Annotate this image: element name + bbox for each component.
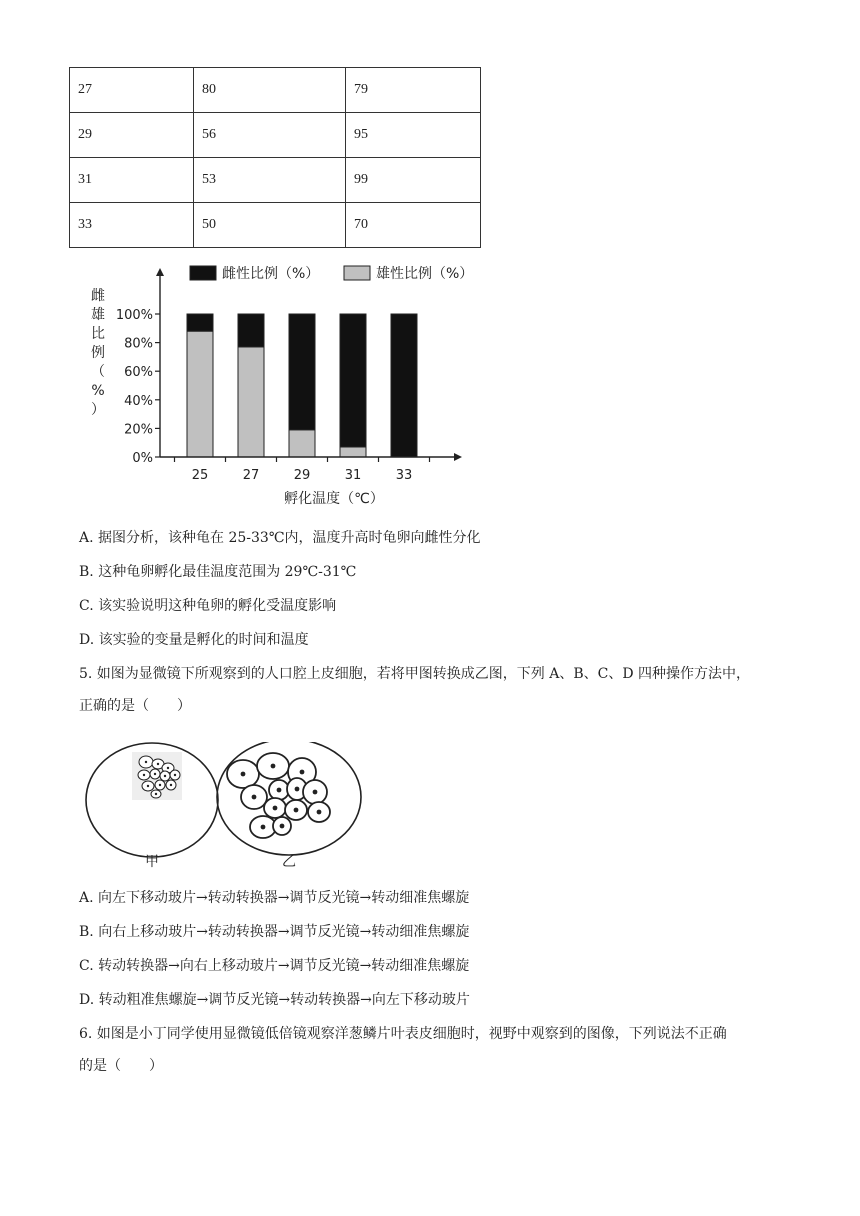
x-tick-label: 25	[191, 468, 209, 483]
x-axis-ticks	[175, 457, 430, 483]
y-axis-label-char: 例	[91, 345, 105, 361]
legend-label: 雌性比例（%）	[222, 266, 320, 282]
large-cell-nucleus	[317, 810, 322, 815]
table-cell: 29	[70, 113, 194, 158]
microscope-figure	[80, 742, 400, 872]
legend-swatch	[190, 266, 216, 280]
q5-option-c: C. 转动转换器→向右上移动玻片→调节反光镜→转动细准焦螺旋	[79, 958, 470, 974]
table-cell: 56	[194, 113, 346, 158]
bar-male	[289, 430, 315, 457]
bar-female	[340, 314, 366, 447]
large-cell-nucleus	[313, 790, 318, 795]
small-cell-nucleus	[147, 785, 149, 787]
y-tick-label: 60%	[124, 365, 153, 381]
q5-stem-line2: 正确的是（ ）	[79, 698, 191, 714]
y-tick-label: 0%	[132, 451, 153, 466]
y-axis-label-char: 比	[91, 326, 105, 342]
large-cell-nucleus	[295, 787, 300, 792]
q4-option-b: B. 这种龟卵孵化最佳温度范围为 29℃-31℃	[79, 564, 357, 580]
large-cell-nucleus	[280, 824, 285, 829]
small-cell-nucleus	[174, 774, 176, 776]
q6-stem-line2: 的是（ ）	[79, 1058, 163, 1074]
q5-stem-line1: 5. 如图为显微镜下所观察到的人口腔上皮细胞，若将甲图转换成乙图，下列 A、B、C、D 四种操作方法中，	[79, 666, 751, 682]
table-cell: 79	[346, 68, 481, 113]
cells-small-cluster	[132, 752, 182, 800]
q5-option-a: A. 向左下移动玻片→转动转换器→调节反光镜→转动细准焦螺旋	[79, 890, 470, 906]
x-tick-label: 31	[344, 468, 362, 483]
cells-large-cluster	[227, 753, 330, 838]
y-axis-label-char: 雄	[91, 307, 105, 323]
sex-ratio-chart	[80, 258, 480, 510]
y-tick-label: 40%	[124, 393, 153, 409]
large-cell-nucleus	[261, 825, 266, 830]
bar-female	[391, 314, 417, 457]
y-axis-label	[91, 288, 105, 418]
chart-bars	[187, 314, 417, 457]
q4-option-d: D. 该实验的变量是孵化的时间和温度	[79, 632, 309, 648]
bar-female	[187, 314, 213, 331]
figure-label-jia: 甲	[145, 854, 159, 870]
q6-stem-line1: 6. 如图是小丁同学使用显微镜低倍镜观察洋葱鳞片叶表皮细胞时，视野中观察到的图像，下列说法不正确	[79, 1026, 727, 1042]
y-tick-label: 100%	[115, 308, 153, 323]
x-axis-label: 孵化温度（℃）	[284, 491, 384, 507]
small-cell-nucleus	[170, 784, 172, 786]
large-cell-nucleus	[241, 772, 246, 777]
q4-option-a: A. 据图分析，该种龟在 25-33℃内，温度升高时龟卵向雌性分化	[79, 530, 481, 546]
y-axis-label-char: ）	[91, 402, 105, 418]
small-cell-nucleus	[167, 767, 169, 769]
x-tick-label: 29	[293, 468, 311, 483]
large-cell-nucleus	[271, 764, 276, 769]
y-tick-label: 20%	[124, 422, 153, 438]
bar-male	[238, 347, 264, 457]
data-table	[69, 67, 481, 248]
x-tick-label: 27	[242, 468, 260, 483]
small-cell-nucleus	[155, 793, 157, 795]
table-cell: 50	[194, 203, 346, 248]
bar-female	[289, 314, 315, 430]
small-cell-nucleus	[143, 774, 145, 776]
legend-swatch	[344, 266, 370, 280]
q5-option-b: B. 向右上移动玻片→转动转换器→调节反光镜→转动细准焦螺旋	[79, 924, 470, 940]
bar-male	[340, 447, 366, 457]
table-row	[70, 158, 481, 203]
y-tick-label: 80%	[124, 336, 153, 352]
x-axis-arrow	[454, 453, 462, 461]
large-cell-nucleus	[300, 770, 305, 775]
small-cell-nucleus	[164, 775, 166, 777]
q5-option-d: D. 转动粗准焦螺旋→调节反光镜→转动转换器→向左下移动玻片	[79, 992, 470, 1008]
table-cell: 31	[70, 158, 194, 203]
small-cell-nucleus	[145, 761, 147, 763]
x-tick-label: 33	[395, 468, 413, 483]
table-cell: 70	[346, 203, 481, 248]
small-cell-nucleus	[159, 784, 161, 786]
figure-label-yi: 乙	[282, 854, 296, 870]
table-cell: 99	[346, 158, 481, 203]
bar-male	[187, 331, 213, 457]
large-cell-nucleus	[252, 795, 257, 800]
large-cell-nucleus	[277, 788, 282, 793]
large-cell-nucleus	[273, 806, 278, 811]
small-cell-nucleus	[154, 773, 156, 775]
table-cell: 95	[346, 113, 481, 158]
table-cell: 27	[70, 68, 194, 113]
table-cell: 33	[70, 203, 194, 248]
large-cell-nucleus	[294, 808, 299, 813]
bar-female	[238, 314, 264, 347]
small-cell-nucleus	[157, 763, 159, 765]
table-row	[70, 113, 481, 158]
chart-legend	[190, 265, 473, 282]
q4-option-c: C. 该实验说明这种龟卵的孵化受温度影响	[79, 598, 337, 614]
y-axis-ticks	[116, 308, 160, 466]
table-row	[70, 203, 481, 248]
legend-label: 雄性比例（%）	[376, 266, 474, 282]
y-axis-label-char: %	[91, 383, 105, 399]
y-axis-arrow	[156, 268, 164, 276]
y-axis-label-char: 雌	[91, 288, 105, 304]
y-axis-label-char: （	[91, 364, 105, 380]
table-row	[70, 68, 481, 113]
table-cell: 80	[194, 68, 346, 113]
table-cell: 53	[194, 158, 346, 203]
field-of-view-yi	[217, 742, 361, 855]
